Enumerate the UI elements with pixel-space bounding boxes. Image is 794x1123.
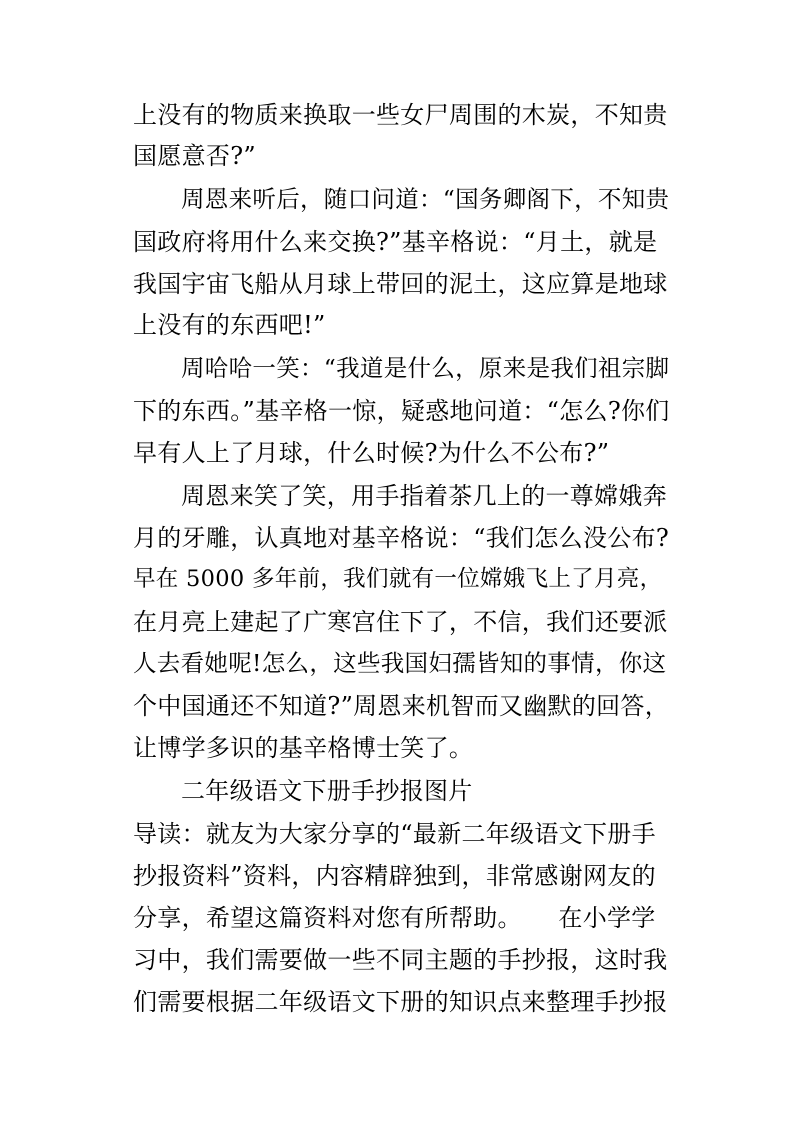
- text-line: 上没有的物质来换取一些女尸周围的木炭，不知贵: [133, 101, 668, 129]
- paragraph-start-line: 周恩来听后，随口问道：“国务卿阁下，不知贵: [181, 185, 670, 213]
- text-line: 月的牙雕，认真地对基辛格说：“我们怎么没公布?: [133, 524, 670, 552]
- text-line: 早在 5000 多年前，我们就有一位嫦娥飞上了月亮，: [133, 566, 663, 592]
- text-line: 人去看她呢!怎么，这些我国妇孺皆知的事情，你这: [133, 649, 667, 677]
- paragraph-start-line: 周哈哈一笑：“我道是什么，原来是我们祖宗脚: [181, 354, 670, 382]
- text-line: 早有人上了月球，什么时候?为什么不公布?”: [133, 439, 610, 467]
- text-line: 分享，希望这篇资料对您有所帮助。 在小学学: [133, 904, 656, 932]
- text-line: 抄报资料”资料，内容精辟独到，非常感谢网友的: [133, 862, 656, 890]
- text-line: 让博学多识的基辛格博士笑了。: [133, 734, 474, 762]
- text-line: 习中，我们需要做一些不同主题的手抄报，这时我: [133, 946, 668, 974]
- text-line: 导读：就友为大家分享的“最新二年级语文下册手: [133, 820, 656, 848]
- text-line: 们需要根据二年级语文下册的知识点来整理手抄报: [133, 988, 668, 1016]
- text-line: 在月亮上建起了广寒宫住下了，不信，我们还要派: [133, 608, 668, 636]
- text-line: 个中国通还不知道?”周恩来机智而又幽默的回答，: [133, 692, 670, 720]
- section-heading: 二年级语文下册手抄报图片: [181, 777, 473, 805]
- text-line: 下的东西。”基辛格一惊，疑惑地问道：“怎么?你们: [133, 397, 670, 425]
- paragraph-start-line: 周恩来笑了笑，用手指着茶几上的一尊嫦娥奔: [181, 482, 667, 510]
- text-line: 我国宇宙飞船从月球上带回的泥土，这应算是地球: [133, 270, 668, 298]
- text-line: 上没有的东西吧!”: [133, 311, 326, 339]
- text-line: 国愿意否?”: [133, 142, 256, 170]
- text-line: 国政府将用什么来交换?”基辛格说：“月土，就是: [133, 228, 658, 256]
